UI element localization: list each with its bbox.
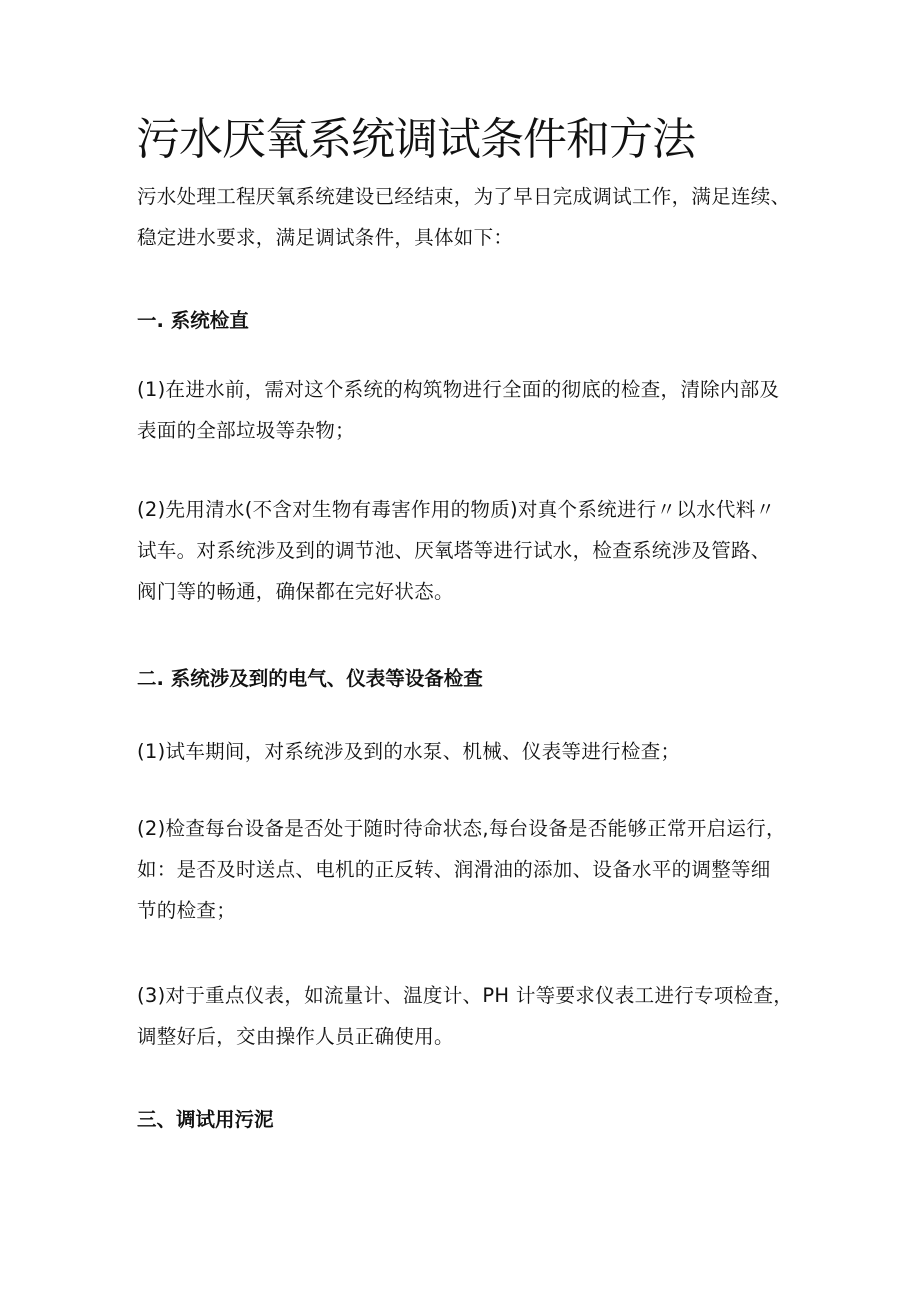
- section-heading-3: 三、调试用污泥: [137, 1108, 274, 1131]
- text-line: (2)先用清水(不含对生物有毒害作用的物质)对真个系统进行〃以水代料〃: [137, 498, 776, 521]
- section-1-paragraph-1: [137, 369, 797, 451]
- section-1-paragraph-2: [137, 489, 797, 612]
- section-heading-2: 二. 系统涉及到的电气、仪表等设备检查: [137, 667, 483, 690]
- text-line: (3)对于重点仪表，如流量计、温度计、PH 计等要求仪表工进行专项检查，: [137, 984, 794, 1007]
- section-2-paragraph-1: [137, 731, 797, 772]
- text-line: 节的检查；: [137, 899, 237, 922]
- text-line: 如：是否及时送点、电机的正反转、润滑油的添加、设备水平的调整等细: [137, 858, 771, 881]
- section-heading-1: 一. 系统检直: [137, 309, 249, 332]
- text-line: 试车。对系统涉及到的调节池、厌氧塔等进行试水，检查系统涉及管路、: [137, 539, 771, 562]
- intro-paragraph: [137, 176, 797, 258]
- text-line: 阀门等的畅通，确保都在完好状态。: [137, 580, 454, 603]
- text-line: 表面的全部垃圾等杂物；: [137, 419, 355, 442]
- section-2-paragraph-3: [137, 975, 797, 1057]
- section-2-paragraph-2: [137, 808, 797, 931]
- text-line: (1)试车期间，对系统涉及到的水泵、机械、仪表等进行检查；: [137, 740, 681, 763]
- text-line: 污水处理工程厌氧系统建设已经结束，为了早日完成调试工作，满足连续、: [137, 185, 791, 208]
- document-title: 污水厌氧系统调试条件和方法: [136, 114, 695, 165]
- text-line: 稳定进水要求，满足调试条件，具体如下：: [137, 226, 514, 249]
- text-line: (2)检查每台设备是否处于随时待命状态,每台设备是否能够正常开启运行，: [137, 817, 786, 840]
- text-line: 调整好后，交由操作人员正确使用。: [137, 1025, 454, 1048]
- text-line: (1)在进水前，需对这个系统的构筑物进行全面的彻底的检查，清除内部及: [137, 378, 780, 401]
